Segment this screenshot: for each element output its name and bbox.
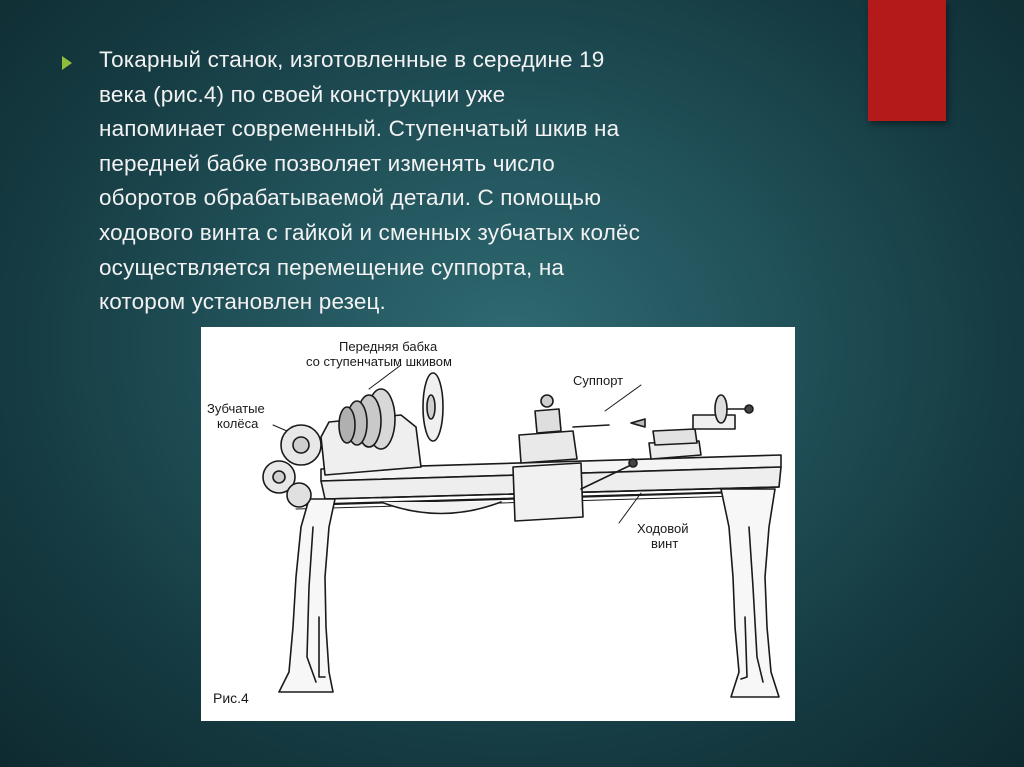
label-headstock-line2: со ступенчатым шкивом: [306, 354, 452, 369]
label-screw-line1: Ходовой: [637, 521, 689, 536]
lathe-drawing: [201, 327, 795, 721]
label-headstock-line1: Передняя бабка: [339, 339, 438, 354]
red-accent-bar: [868, 0, 946, 121]
label-gears-line2: колёса: [217, 416, 259, 431]
figure-caption: Рис.4: [213, 690, 249, 706]
label-support: Суппорт: [573, 373, 624, 388]
triangle-bullet-icon: [62, 56, 72, 70]
label-screw-line2: винт: [651, 536, 679, 551]
lathe-figure: [201, 327, 795, 721]
label-gears-line1: Зубчатые: [207, 401, 265, 416]
slide-body-text: Токарный станок, изготовленные в середине 19 века (рис.4) по своей конструкции уже напоминает современный. Ступенчатый шкив на передней бабке позволяет изменять число оборотов обрабатываемой детали. С помощью ходового винта с гайкой и сменных зубчатых колёс осуществляется перемещение суппорта, на котором установлен резец.: [99, 47, 641, 315]
